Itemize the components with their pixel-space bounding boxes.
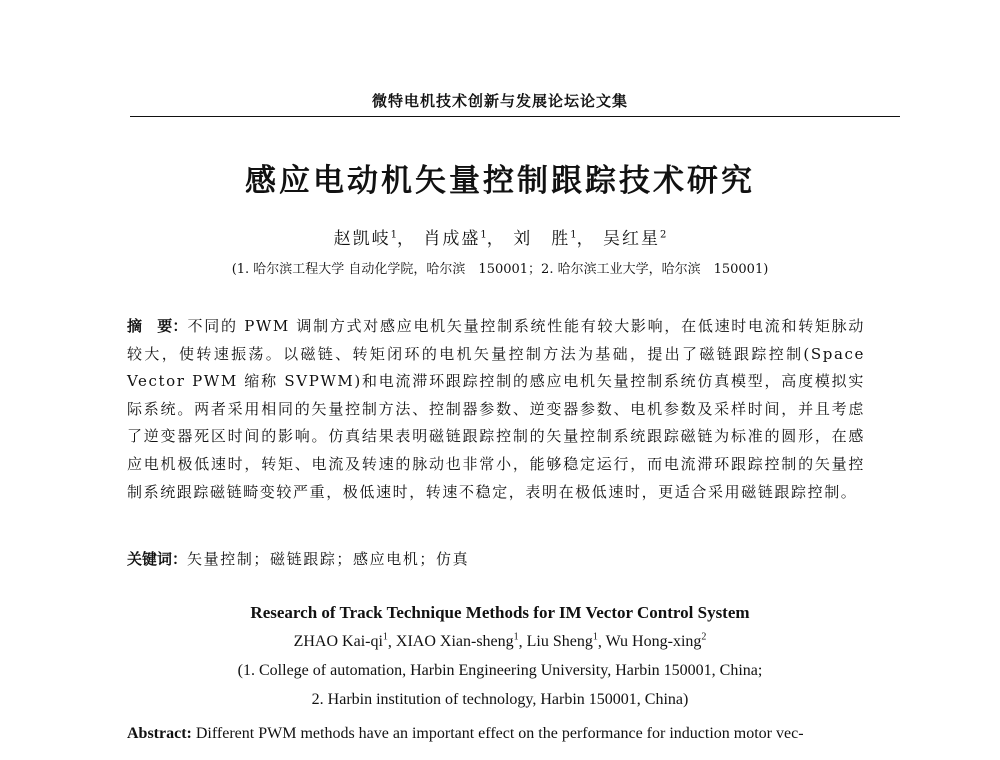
author-en: ZHAO Kai-$qi^1$ [293, 632, 388, 651]
affiliation-en-line-2: 2. Harbin institution of technology, Harbin 150001, China) [311, 691, 689, 708]
keywords-text: 矢量控制；磁链跟踪；感应电机；仿真 [187, 550, 470, 568]
author-en: Liu Sheng$^1$ [526, 632, 598, 651]
paper-title-en: Research of Track Technique Methods for IM Vector Control System [250, 603, 750, 622]
author: 刘 胜$^1$ [513, 229, 577, 249]
author: 肖成盛$^1$ [423, 229, 487, 249]
paper-title: 感应电动机矢量控制跟踪技术研究 [245, 163, 755, 199]
abstract-cn-text: 不同的 PWM 调制方式对感应电机矢量控制系统性能有较大影响，在低速时电流和转矩脉动较大，使转速振荡。以磁链、转矩闭环的电机矢量控制方法为基础，提出了磁链跟踪控制(Space Vector PWM 缩称 SVPWM)和电流滞环跟踪控制的感应电机矢量控制系统仿真模型，高度模拟实际系统。两者采用相同的矢量控制方法、控制器参数、逆变器参数、电机参数及采样时间，并且考虑了逆变器死区时间的影响。仿真结果表明磁链跟踪控制的矢量控制系统跟踪磁链为标准的圆形，在感应电机极低速时，转矩、电流及转速的脉动也非常小，能够稳定运行，而电流滞环跟踪控制的矢量控制系统跟踪磁链畸变较严重，极低速时，转速不稳定，表明在极低速时，更适合采用磁链跟踪控制。 [127, 317, 865, 501]
header-rule [130, 116, 900, 117]
abstract-en-label: Abstract: [127, 725, 192, 742]
affiliation-cn: (1. 哈尔滨工程大学 自动化学院，哈尔滨 150001；2. 哈尔滨工业大学，哈尔滨 150001) [231, 262, 769, 277]
abstract-en-text: Different PWM methods have an important effect on the performance for induction motor vec- [195, 725, 804, 742]
running-header: 微特电机技术创新与发展论坛论文集 [371, 92, 628, 110]
author-en: XIAO Xian-sheng$^1$ [395, 632, 519, 651]
abstract-label: 摘 要： [127, 317, 188, 335]
author-en: Wu Hong-xing$^2$ [605, 632, 707, 651]
author: 赵凯岐$^1$ [333, 229, 398, 249]
abstract-cn [127, 313, 865, 506]
author-list: 赵凯岐$^1$， 肖成盛$^1$， 刘 胜$^1$， 吴红星$^2$ [333, 229, 667, 249]
affiliation-en-line-1: (1. College of automation, Harbin Engineering University, Harbin 150001, China; [237, 662, 763, 679]
author: 吴红星$^2$ [602, 229, 667, 249]
abstract-en [127, 720, 865, 748]
author-list-en: ZHAO Kai-$qi^1$, XIAO Xian-sheng$^1$, Liu Sheng$^1$, Wu Hong-xing$^2$ [293, 632, 707, 651]
keywords-label: 关键词： [127, 550, 188, 568]
keywords-cn [127, 548, 865, 569]
